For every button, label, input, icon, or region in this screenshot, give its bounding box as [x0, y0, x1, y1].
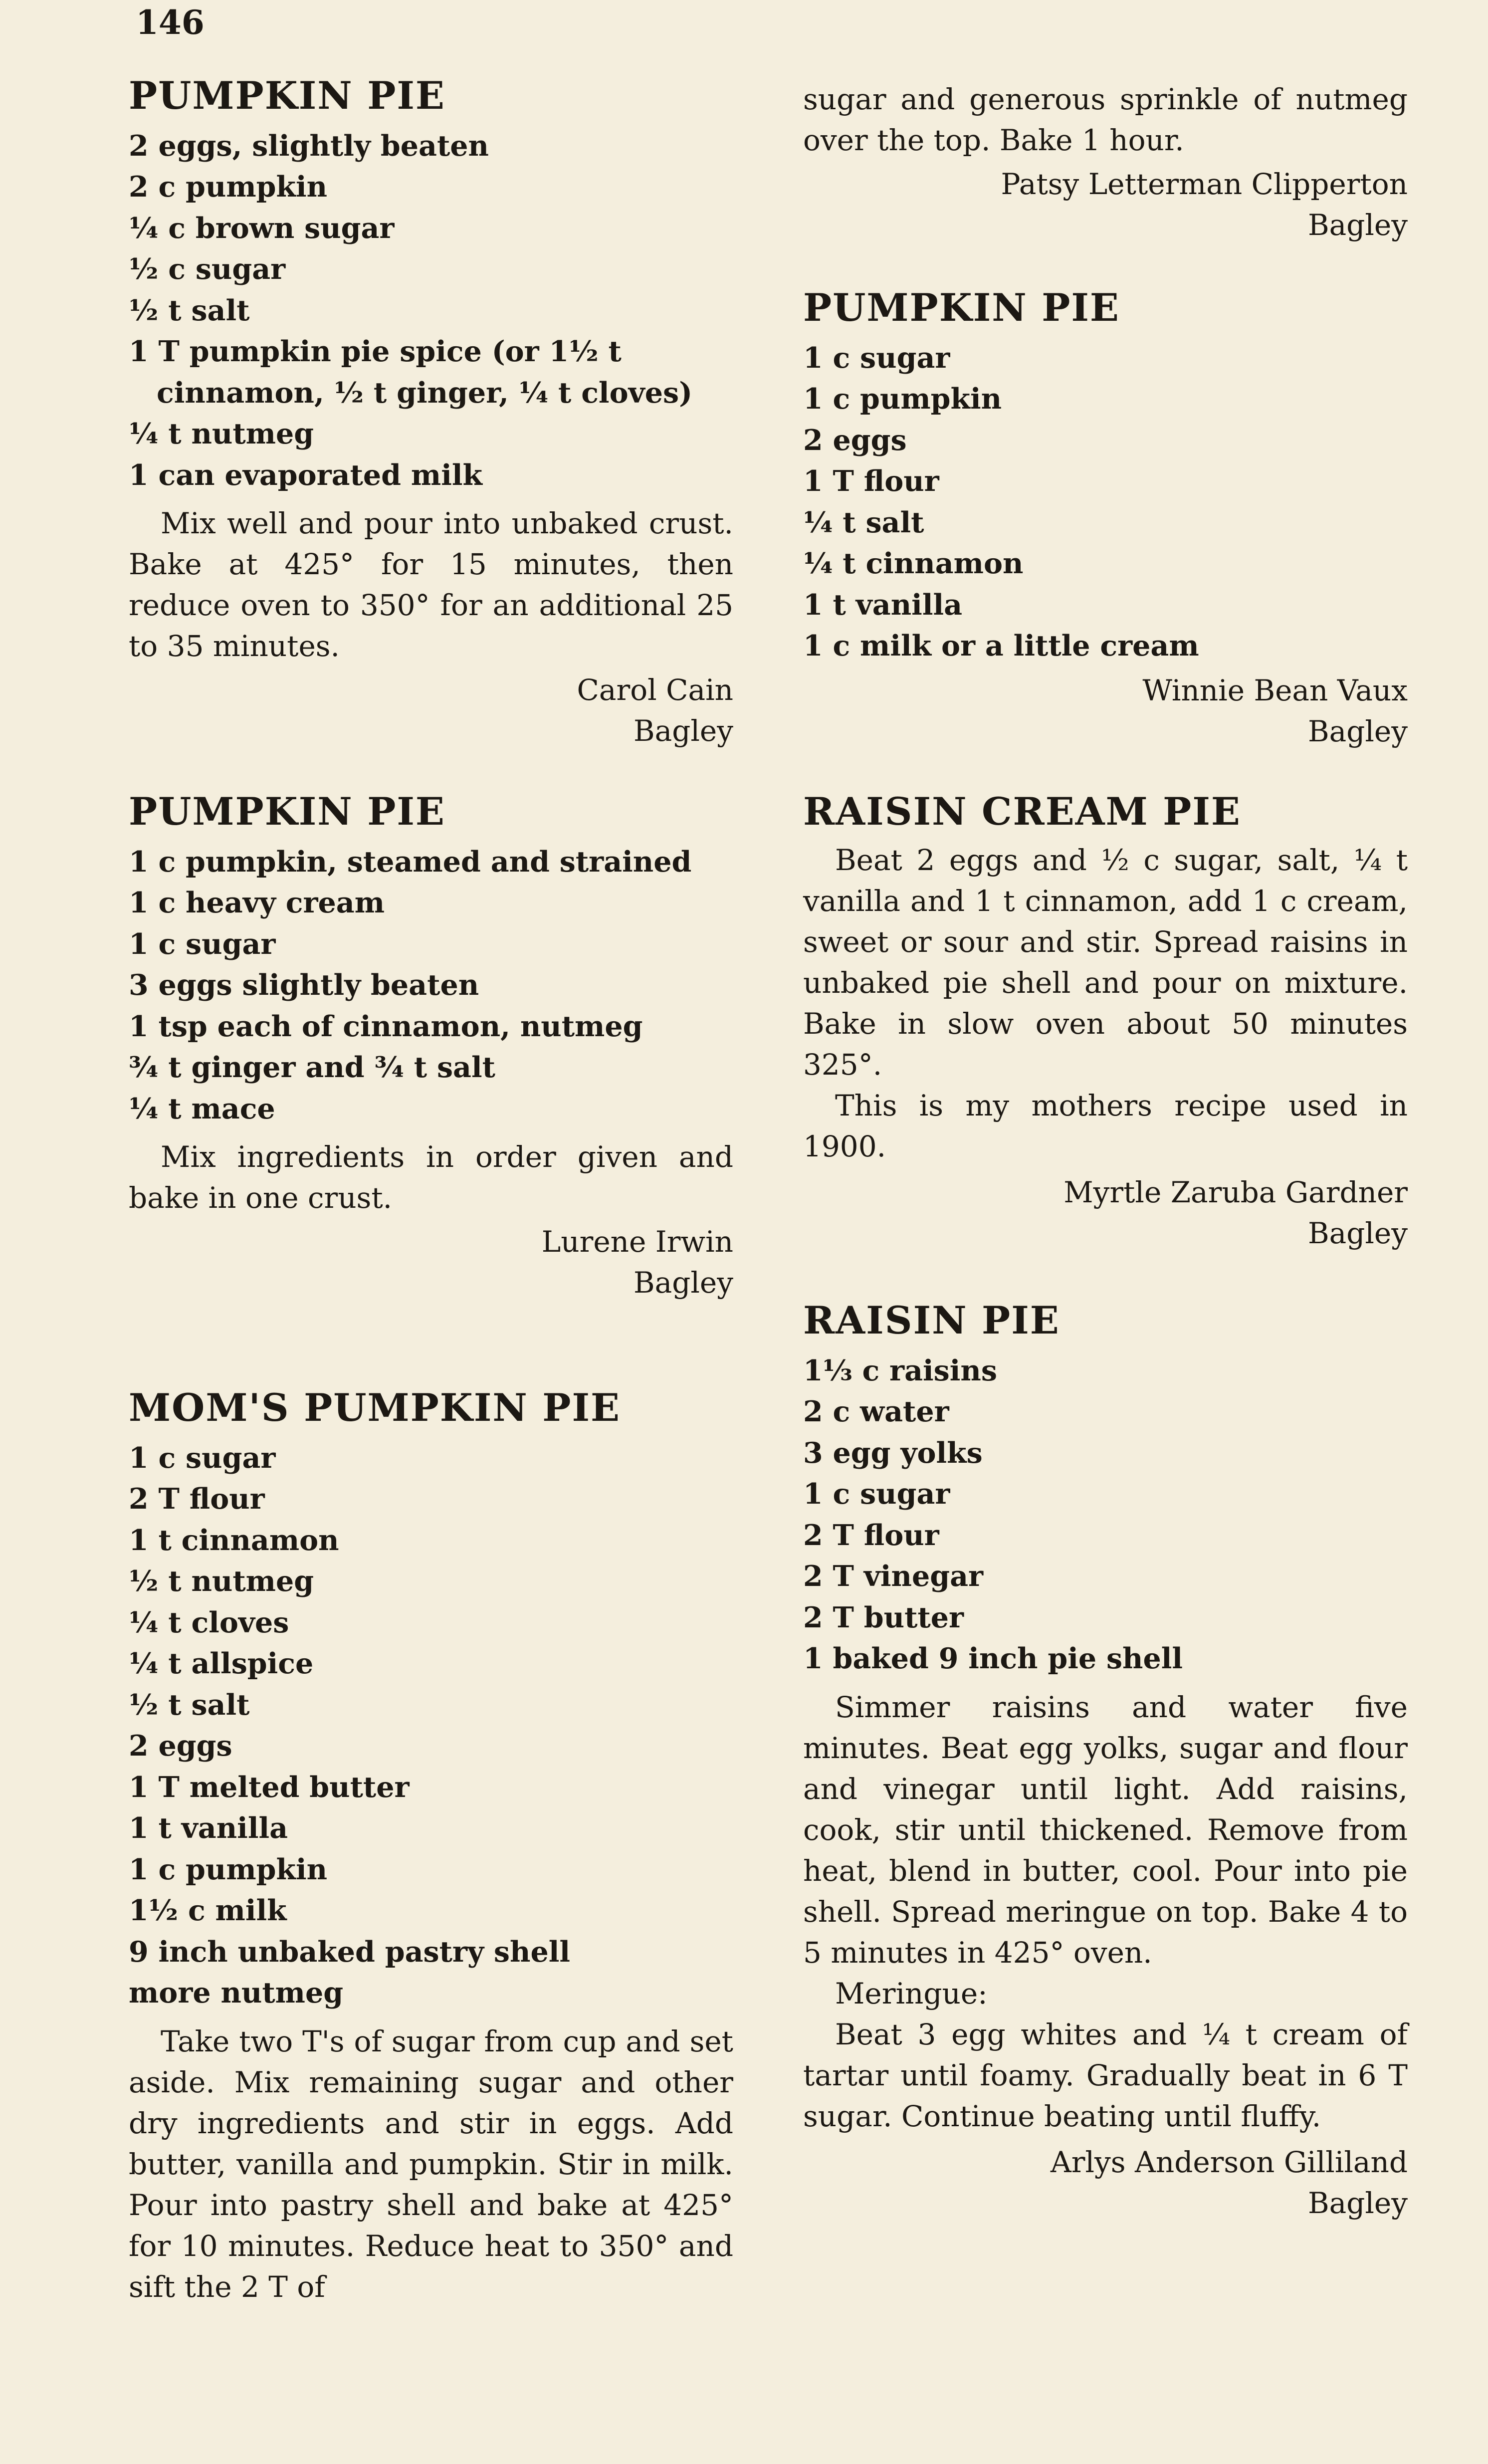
ingredient: 3 eggs slightly beaten [129, 968, 479, 1002]
left-column [129, 0, 733, 2464]
recipe-instructions: Mix ingredients in order given and bake in one crust. [129, 1140, 733, 1215]
ingredient: 1 can evaporated milk [129, 458, 482, 492]
recipe-title: MOM'S PUMPKIN PIE [129, 1385, 621, 1430]
ingredient: 1 c sugar [129, 927, 276, 961]
recipe-instructions: Mix well and pour into unbaked crust. Bake at 425° for 15 minutes, then reduce oven to 350° for an additional 25 to 35 minutes. [129, 506, 733, 664]
author-town: Bagley [1308, 208, 1408, 242]
ingredient: 1 c pumpkin [129, 1852, 328, 1886]
ingredient: 2 T vinegar [803, 1560, 984, 1593]
author-town: Bagley [634, 1266, 733, 1300]
ingredient: 1 c pumpkin [803, 382, 1002, 416]
recipe-title: PUMPKIN PIE [129, 73, 445, 118]
ingredient: 1 c sugar [803, 1477, 950, 1511]
ingredient: ¼ t allspice [129, 1647, 314, 1681]
ingredient: 1 t vanilla [129, 1811, 288, 1845]
ingredient: 9 inch unbaked pastry shell [129, 1935, 571, 1969]
ingredient-list [803, 338, 1408, 667]
recipe-instructions: Simmer raisins and water five minutes. Beat egg yolks, sugar and flour and vinegar until light. Add raisins, cook, stir until thickened. Remove from heat, blend in butter, cool. Pour into pie shell. Spread meringue on top. Bake 4 to 5 minutes in 425° oven. [803, 1690, 1408, 1970]
ingredient: 1 T flour [803, 464, 939, 498]
ingredient: ¾ t ginger and ¾ t salt [129, 1051, 495, 1085]
recipe-title: PUMPKIN PIE [129, 789, 445, 834]
ingredient: 2 T flour [803, 1518, 939, 1552]
ingredient: ¼ t cinnamon [803, 547, 1024, 581]
meringue-instructions: Beat 3 egg whites and ¼ t cream of tartar until foamy. Gradually beat in 6 T sugar. Continue beating until fluffy. [803, 2017, 1408, 2133]
ingredient: ¼ t mace [129, 1092, 275, 1125]
ingredient: ½ c sugar [129, 252, 286, 286]
ingredient: 1 tsp each of cinnamon, nutmeg [129, 1009, 643, 1043]
recipe-title: RAISIN CREAM PIE [803, 789, 1241, 834]
ingredient: 1 c sugar [129, 1441, 276, 1475]
ingredient: 2 c water [803, 1395, 949, 1429]
ingredient: ½ t salt [129, 1688, 250, 1722]
ingredient: 2 eggs [803, 423, 907, 457]
ingredient: 2 T flour [129, 1482, 265, 1516]
author-name: Winnie Bean Vaux [1142, 673, 1408, 707]
ingredient: more nutmeg [129, 1976, 344, 2010]
meringue-label: Meringue: [835, 1976, 988, 2011]
ingredient-list [129, 842, 733, 1130]
recipe-moms-pumpkin-pie [129, 1387, 733, 2307]
ingredient-list [129, 1438, 733, 2014]
ingredient: 1 c sugar [803, 341, 950, 375]
ingredient: 2 c pumpkin [129, 170, 328, 204]
recipe-pumpkin-pie-vaux [803, 287, 1408, 752]
ingredient: 1 t vanilla [803, 588, 963, 622]
recipe-raisin-cream-pie [803, 791, 1408, 1254]
ingredient: ½ t salt [129, 293, 250, 327]
author-town: Bagley [1308, 1216, 1408, 1250]
right-column [803, 0, 1408, 2464]
ingredient: 2 eggs, slightly beaten [129, 129, 489, 163]
recipe-instructions: Beat 2 eggs and ½ c sugar, salt, ¼ t vanilla and 1 t cinnamon, add 1 c cream, sweet or sour and stir. Spread raisins in unbaked pie shell and pour on mixture. Bake in slow oven about 50 minutes 325°. [803, 843, 1408, 1082]
recipe-instructions: Take two T's of sugar from cup and set aside. Mix remaining sugar and other dry ingredients and stir in eggs. Add butter, vanilla and pumpkin. Stir in milk. Pour into pastry shell and bake at 425° for 10 minutes. Reduce heat to 350° and sift the 2 T of [129, 2024, 733, 2304]
ingredient: ¼ t salt [803, 505, 924, 539]
ingredient-list [129, 126, 733, 496]
ingredient: ¼ c brown sugar [129, 211, 395, 245]
ingredient: 1 c milk or a little cream [803, 629, 1199, 663]
ingredient: ½ t nutmeg [129, 1565, 314, 1598]
author-town: Bagley [1308, 2186, 1408, 2220]
author-name: Patsy Letterman Clipperton [1001, 167, 1408, 201]
author-town: Bagley [1308, 714, 1408, 748]
author-name: Carol Cain [577, 673, 733, 707]
page-number: 146 [136, 3, 205, 42]
ingredient: 1 T melted butter [129, 1770, 410, 1804]
author-name: Myrtle Zaruba Gardner [1063, 1175, 1408, 1209]
ingredient: 1 t cinnamon [129, 1523, 339, 1557]
ingredient: 1 baked 9 inch pie shell [803, 1642, 1183, 1676]
ingredient: 1 c pumpkin, steamed and strained [129, 845, 692, 879]
recipe-title: PUMPKIN PIE [803, 285, 1120, 330]
recipe-raisin-pie [803, 1300, 1408, 2224]
recipe-note: This is my mothers recipe used in 1900. [803, 1088, 1408, 1163]
ingredient: ¼ t cloves [129, 1605, 289, 1639]
recipe-title: RAISIN PIE [803, 1298, 1060, 1343]
recipe-pumpkin-pie-cain [129, 75, 733, 751]
ingredient: ¼ t nutmeg [129, 417, 314, 451]
ingredient: 1½ c milk [129, 1894, 287, 1928]
ingredient: 2 T butter [803, 1600, 964, 1634]
ingredient: 1⅓ c raisins [803, 1353, 997, 1387]
author-name: Arlys Anderson Gilliland [1050, 2145, 1408, 2179]
author-name: Lurene Irwin [541, 1225, 733, 1259]
ingredient: 1 c heavy cream [129, 886, 385, 920]
ingredient-list [803, 1350, 1408, 1680]
recipe-instructions-continued: sugar and generous sprinkle of nutmeg over the top. Bake 1 hour. [803, 82, 1408, 157]
ingredient: 2 eggs [129, 1729, 232, 1763]
ingredient: 1 T pumpkin pie spice (or 1½ t cinnamon, ½ t ginger, ¼ t cloves) [129, 335, 693, 410]
ingredient: 3 egg yolks [803, 1436, 983, 1470]
recipe-moms-pumpkin-pie-continued [803, 79, 1408, 245]
recipe-pumpkin-pie-irwin [129, 791, 733, 1303]
author-town: Bagley [634, 714, 733, 748]
